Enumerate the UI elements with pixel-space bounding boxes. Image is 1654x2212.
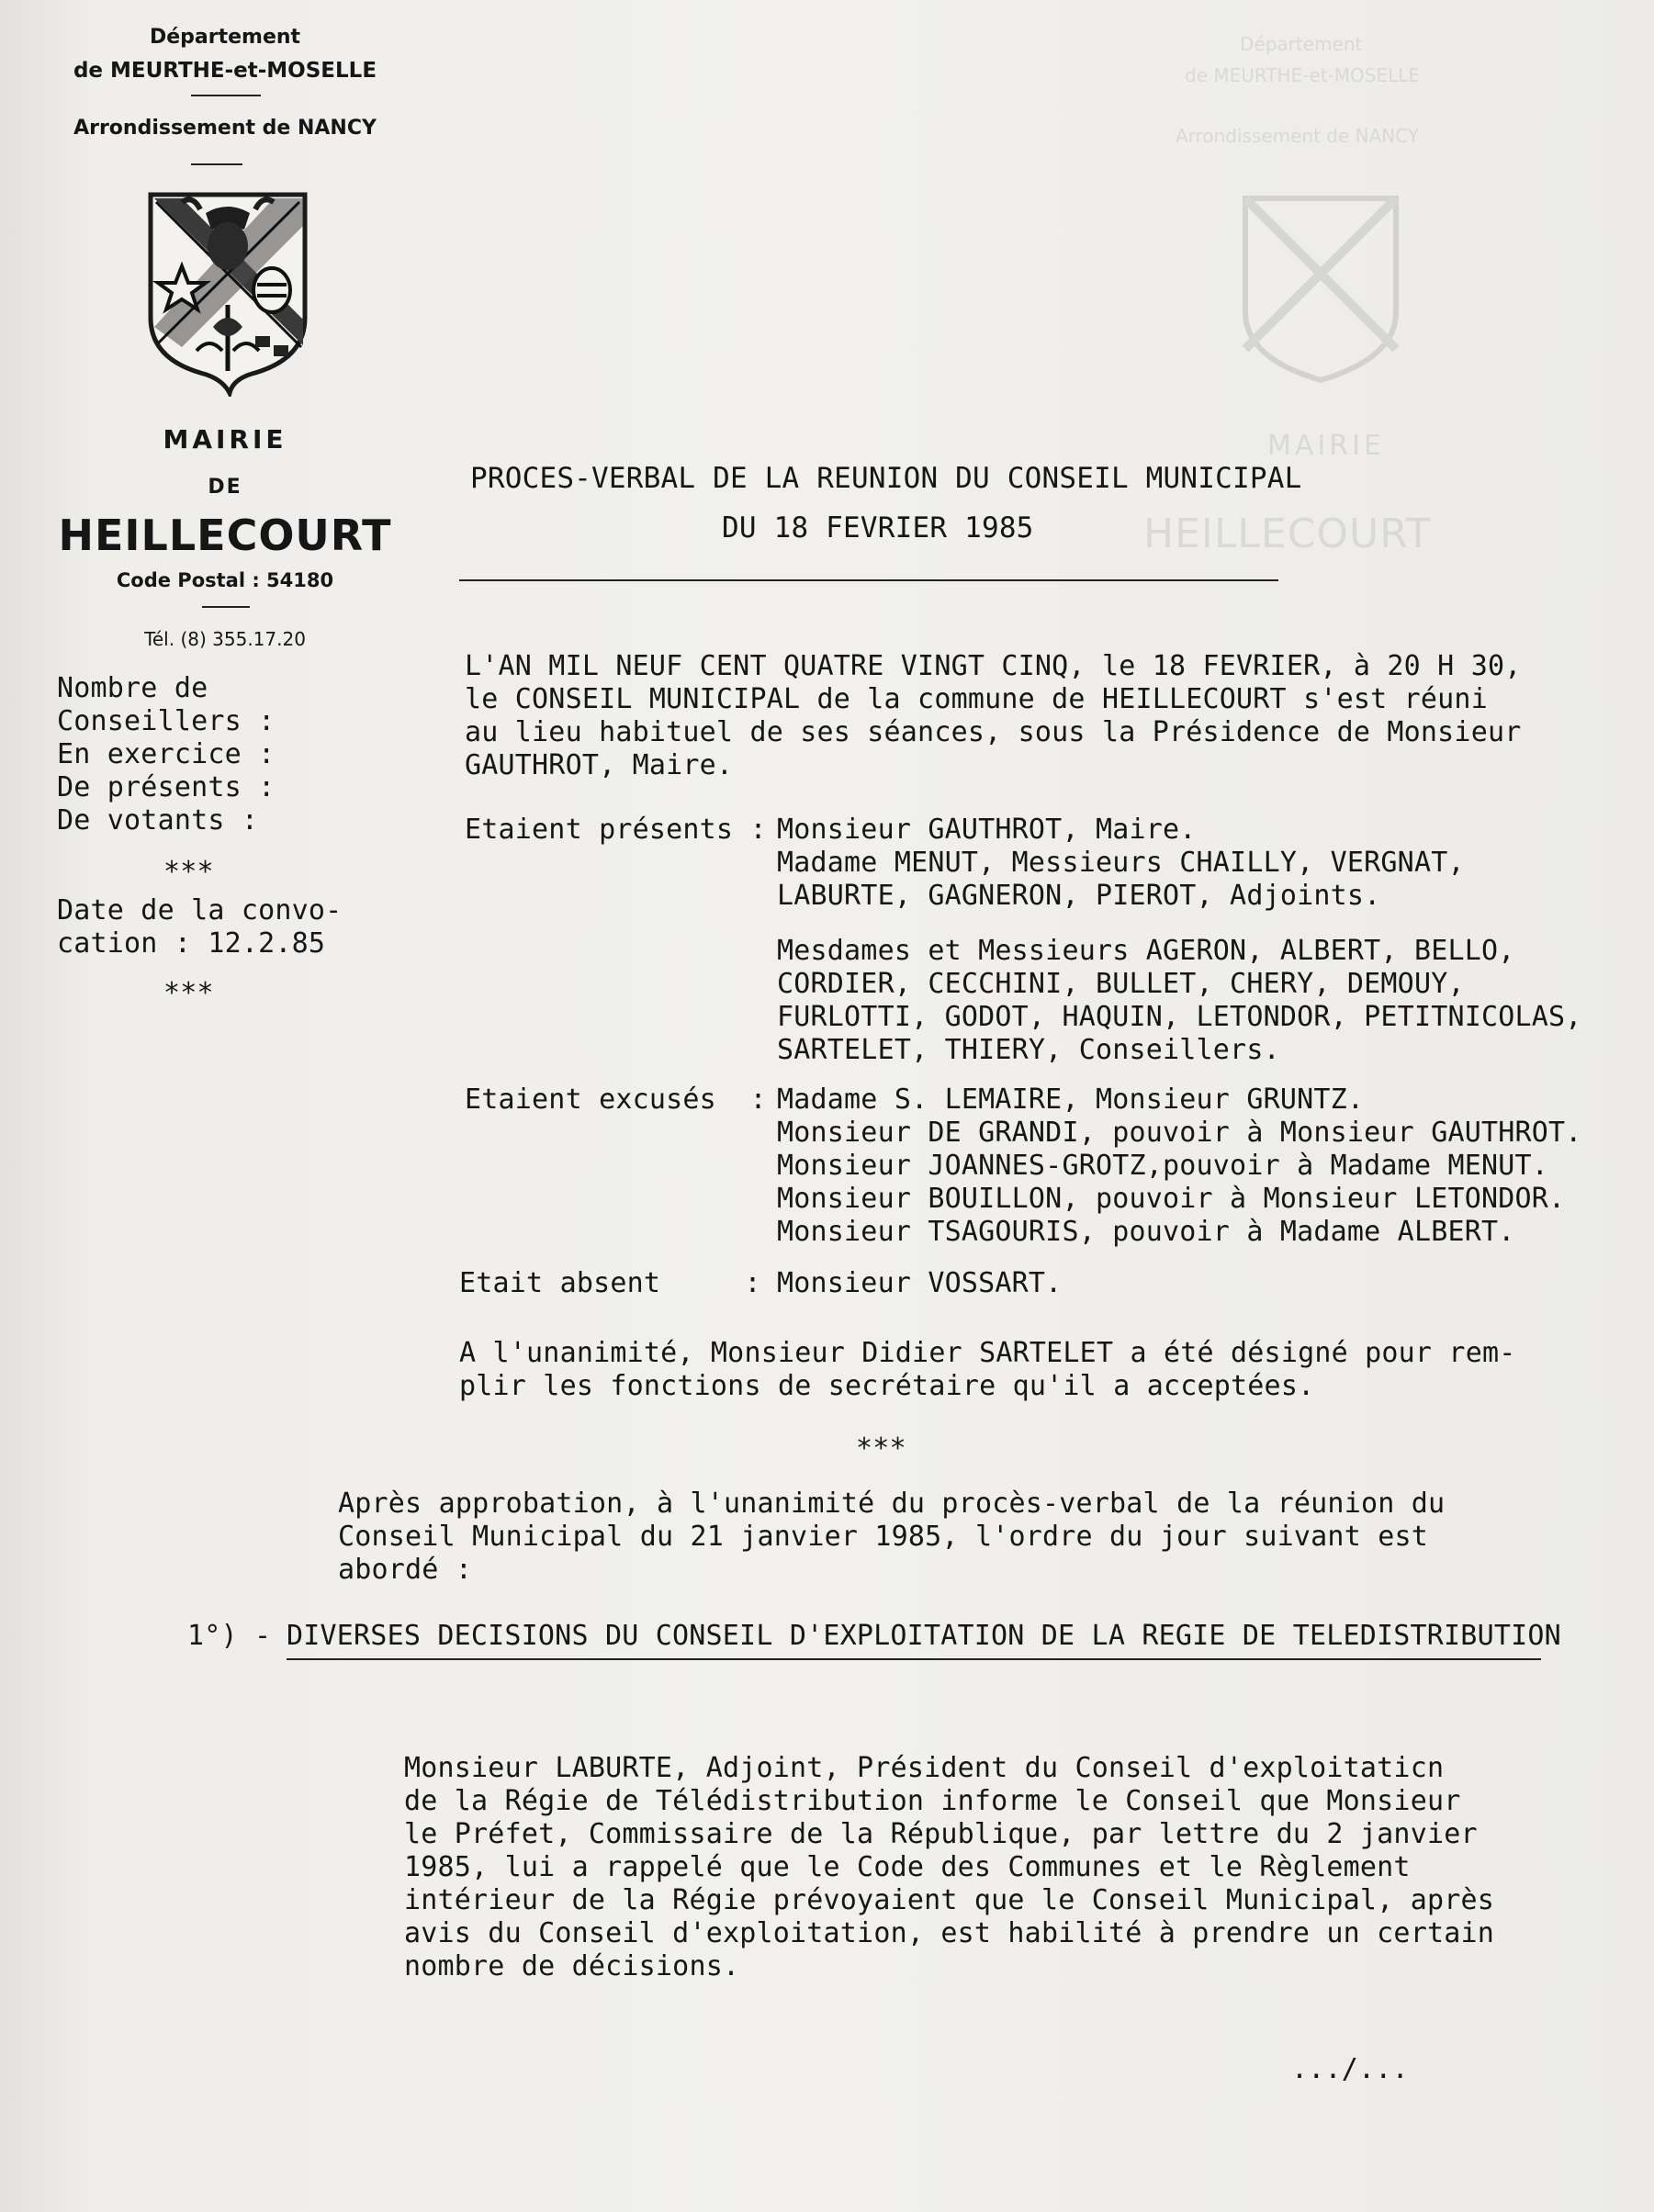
body-line-2: de la Régie de Télédistribution informe le Conseil que Monsieur bbox=[404, 1785, 1461, 1817]
body-line-5: intérieur de la Régie prévoyaient que le Conseil Municipal, après bbox=[404, 1884, 1494, 1916]
presents-group1-line-2: Madame MENUT, Messieurs CHAILLY, VERGNAT, bbox=[777, 847, 1465, 879]
document-title-line-2: DU 18 FEVRIER 1985 bbox=[722, 511, 1034, 545]
presents-group1-line-3: LABURTE, GAGNERON, PIEROT, Adjoints. bbox=[777, 880, 1381, 912]
sidebar-stars-1: *** bbox=[163, 856, 214, 888]
presents-group2-line-2: CORDIER, CECCHINI, BULLET, CHERY, DEMOUY, bbox=[777, 968, 1465, 1000]
body-line-6: avis du Conseil d'exploitation, est habilité à prendre un certain bbox=[404, 1917, 1494, 1949]
letterhead-commune: HEILLECOURT bbox=[58, 511, 392, 560]
secretaire-line-2: plir les fonctions de secrétaire qu'il a acceptées. bbox=[459, 1370, 1315, 1402]
approbation-line-2: Conseil Municipal du 21 janvier 1985, l'ordre du jour suivant est bbox=[338, 1521, 1428, 1553]
title-underline bbox=[459, 579, 1278, 581]
letterhead-divider-3 bbox=[202, 606, 250, 608]
letterhead-departement: Département bbox=[149, 26, 301, 49]
absent-label: Etait absent : bbox=[459, 1267, 761, 1299]
body-line-7: nombre de décisions. bbox=[404, 1950, 740, 1982]
continuation-marker: .../... bbox=[1291, 2053, 1409, 2085]
absent-value: Monsieur VOSSART. bbox=[777, 1267, 1063, 1299]
bleed-through-mairie: MAIRIE bbox=[1267, 430, 1385, 462]
document-title-line-1: PROCES-VERBAL DE LA REUNION DU CONSEIL MUNICIPAL bbox=[470, 462, 1302, 495]
sidebar-convocation-1: Date de la convo- bbox=[57, 894, 343, 926]
excuses-line-1: Madame S. LEMAIRE, Monsieur GRUNTZ. bbox=[777, 1084, 1365, 1116]
excuses-line-2: Monsieur DE GRANDI, pouvoir à Monsieur GAUTHROT. bbox=[777, 1117, 1582, 1149]
letterhead-code-postal: Code Postal : 54180 bbox=[116, 569, 334, 591]
presents-group2-line-1: Mesdames et Messieurs AGERON, ALBERT, BELLO, bbox=[777, 935, 1515, 967]
intro-line-4: GAUTHROT, Maire. bbox=[465, 749, 734, 781]
approbation-line-3: abordé : bbox=[338, 1554, 473, 1586]
presents-group2-line-3: FURLOTTI, GODOT, HAQUIN, LETONDOR, PETITNICOLAS, bbox=[777, 1001, 1582, 1033]
sidebar-line-votants: De votants : bbox=[57, 804, 259, 837]
intro-line-2: le CONSEIL MUNICIPAL de la commune de HEILLECOURT s'est réuni bbox=[465, 683, 1488, 715]
body-line-4: 1985, lui a rappelé que le Code des Communes et le Règlement bbox=[404, 1851, 1411, 1883]
excuses-line-4: Monsieur BOUILLON, pouvoir à Monsieur LETONDOR. bbox=[777, 1183, 1566, 1215]
sidebar-line-conseillers: Conseillers : bbox=[57, 705, 276, 737]
intro-line-1: L'AN MIL NEUF CENT QUATRE VINGT CINQ, le 18 FEVRIER, à 20 H 30, bbox=[465, 650, 1522, 682]
excuses-line-5: Monsieur TSAGOURIS, pouvoir à Madame ALBERT. bbox=[777, 1216, 1515, 1248]
sidebar-stars-2: *** bbox=[163, 977, 214, 1009]
letterhead-arrondissement: Arrondissement de NANCY bbox=[73, 117, 377, 140]
excuses-label: Etaient excusés : bbox=[465, 1084, 767, 1116]
secretaire-line-1: A l'unanimité, Monsieur Didier SARTELET a été désigné pour rem- bbox=[459, 1337, 1516, 1369]
presents-group2-line-4: SARTELET, THIERY, Conseillers. bbox=[777, 1034, 1280, 1066]
section-1-title: DIVERSES DECISIONS DU CONSEIL D'EXPLOITATION DE LA REGIE DE TELEDISTRIBUTION bbox=[287, 1620, 1561, 1652]
section-1-number: 1°) - bbox=[187, 1620, 288, 1652]
presents-group1-line-1: Monsieur GAUTHROT, Maire. bbox=[777, 814, 1197, 846]
body-line-3: le Préfet, Commissaire de la République, par lettre du 2 janvier bbox=[404, 1818, 1478, 1850]
approbation-line-1: Après approbation, à l'unanimité du procès-verbal de la réunion du bbox=[338, 1488, 1446, 1520]
bleed-through-crest bbox=[1240, 193, 1401, 386]
intro-line-3: au lieu habituel de ses séances, sous la Présidence de Monsieur bbox=[465, 716, 1522, 748]
letterhead-de: DE bbox=[208, 476, 242, 499]
presents-label: Etaient présents : bbox=[465, 814, 767, 846]
letterhead-mairie: MAIRIE bbox=[163, 424, 287, 455]
letterhead-divider-2 bbox=[191, 163, 242, 165]
body-line-1: Monsieur LABURTE, Adjoint, Président du Conseil d'exploitaticn bbox=[404, 1752, 1445, 1784]
letterhead-divider-1 bbox=[191, 95, 261, 96]
bleed-through-departement: Département bbox=[1240, 33, 1363, 55]
bleed-through-commune: HEILLECOURT bbox=[1143, 511, 1432, 557]
sidebar-line-presents: De présents : bbox=[57, 771, 276, 803]
bleed-through-arrondissement: Arrondissement de NANCY bbox=[1176, 125, 1420, 147]
excuses-line-3: Monsieur JOANNES-GROTZ,pouvoir à Madame MENUT. bbox=[777, 1150, 1549, 1182]
stars-separator: *** bbox=[856, 1432, 906, 1465]
coat-of-arms-icon bbox=[145, 189, 310, 397]
sidebar-line-nombre: Nombre de bbox=[57, 672, 208, 704]
sidebar-line-exercice: En exercice : bbox=[57, 738, 276, 770]
letterhead-departement-name: de MEURTHE-et-MOSELLE bbox=[73, 59, 377, 83]
bleed-through-departement-name: de MEURTHE-et-MOSELLE bbox=[1185, 64, 1421, 86]
letterhead-tel: Tél. (8) 355.17.20 bbox=[144, 628, 306, 650]
section-1-underline bbox=[287, 1658, 1541, 1660]
sidebar-convocation-2: cation : 12.2.85 bbox=[57, 927, 326, 960]
